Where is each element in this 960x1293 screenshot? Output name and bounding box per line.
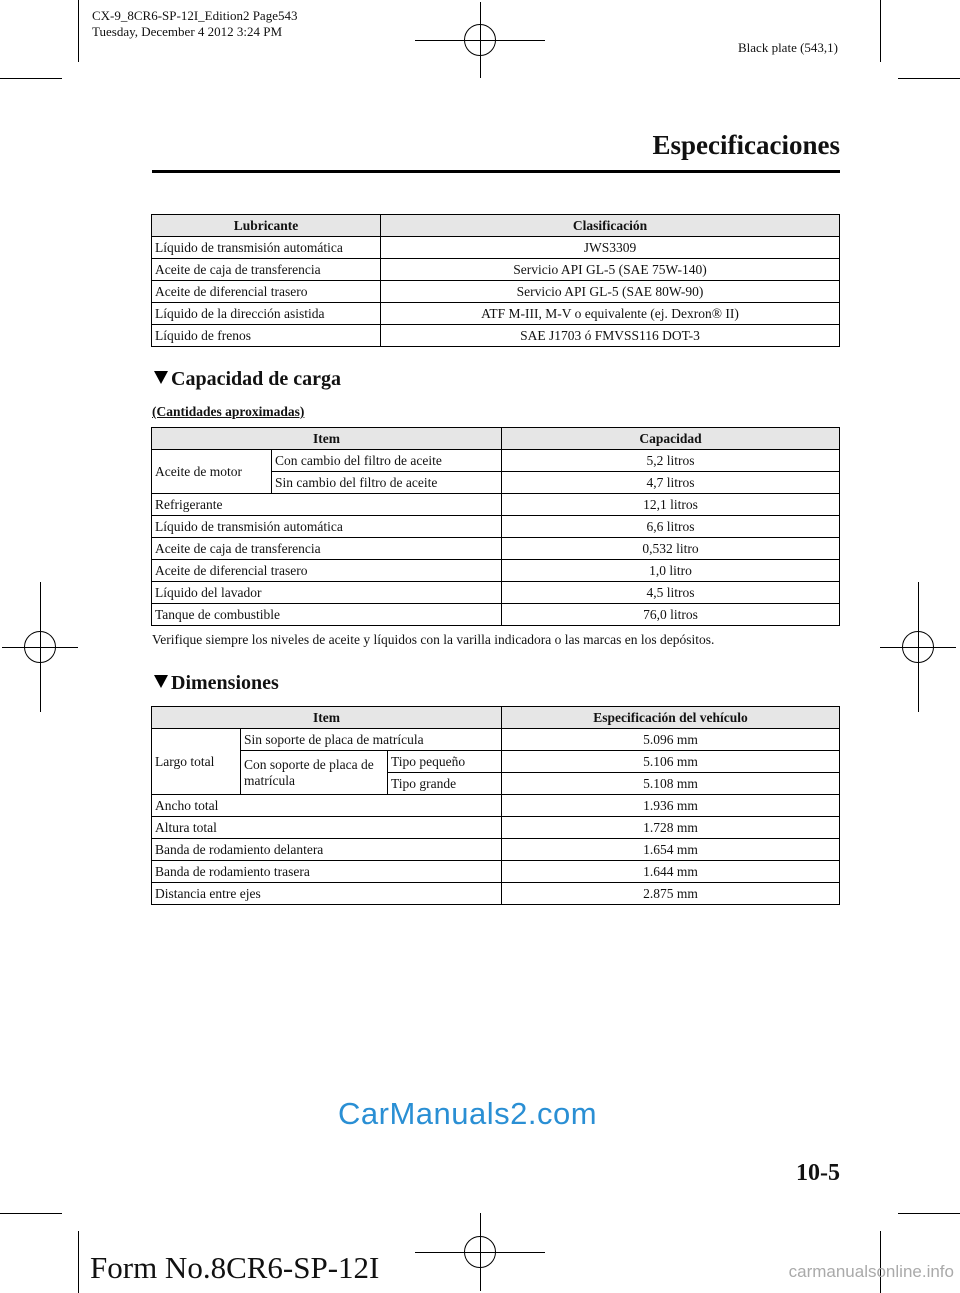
registration-mark xyxy=(24,631,56,663)
table-cell: Altura total xyxy=(152,817,502,839)
table-cell: Distancia entre ejes xyxy=(152,883,502,905)
table-row xyxy=(152,516,840,538)
table-cell: Largo total xyxy=(152,729,241,795)
column-header: Item xyxy=(152,428,502,450)
table-cell: 12,1 litros xyxy=(502,494,840,516)
form-number: Form No.8CR6-SP-12I xyxy=(90,1250,380,1285)
print-slug xyxy=(92,8,297,40)
table-cell: 1,0 litro xyxy=(502,560,840,582)
table-row xyxy=(152,582,840,604)
registration-mark xyxy=(902,631,934,663)
watermark-link[interactable]: CarManuals2.com xyxy=(338,1096,598,1131)
table-cell: Banda de rodamiento trasera xyxy=(152,861,502,883)
table-cell: Servicio API GL-5 (SAE 80W-90) xyxy=(381,281,840,303)
column-header: Lubricante xyxy=(152,215,381,237)
column-header: Capacidad xyxy=(502,428,840,450)
table-cell: 1.728 mm xyxy=(502,817,840,839)
capacity-table xyxy=(151,427,840,626)
page-number: 10-5 xyxy=(796,1160,840,1186)
table-cell: 1.936 mm xyxy=(502,795,840,817)
table-cell: Aceite de diferencial trasero xyxy=(152,560,502,582)
table-cell: Tipo pequeño xyxy=(388,751,502,773)
table-row xyxy=(152,281,840,303)
table-row xyxy=(152,795,840,817)
crop-mark xyxy=(880,0,881,62)
table-cell: 6,6 litros xyxy=(502,516,840,538)
page-title: Especificaciones xyxy=(652,130,840,160)
table-cell: Ancho total xyxy=(152,795,502,817)
table-row xyxy=(152,883,840,905)
triangle-bullet-icon xyxy=(154,371,168,384)
lubricant-table xyxy=(151,214,840,347)
table-cell: 5.096 mm xyxy=(502,729,840,751)
table-row xyxy=(152,303,840,325)
table-cell: Sin cambio del filtro de aceite xyxy=(272,472,502,494)
crop-mark xyxy=(0,78,62,79)
column-header: Clasificación xyxy=(381,215,840,237)
table-cell: Líquido del lavador xyxy=(152,582,502,604)
table-cell: Líquido de transmisión automática xyxy=(152,237,381,259)
table-header-row xyxy=(152,215,840,237)
table-row xyxy=(152,237,840,259)
table-cell: 5,2 litros xyxy=(502,450,840,472)
table-cell: 1.644 mm xyxy=(502,861,840,883)
table-cell: Tanque de combustible xyxy=(152,604,502,626)
crop-mark xyxy=(78,1231,79,1293)
table-row xyxy=(152,817,840,839)
table-cell: Aceite de caja de transferencia xyxy=(152,259,381,281)
table-cell: Tipo grande xyxy=(388,773,502,795)
dimensions-table xyxy=(151,706,840,905)
crop-mark xyxy=(78,0,79,62)
table-row xyxy=(152,861,840,883)
table-row xyxy=(152,560,840,582)
section-heading-text: Dimensiones xyxy=(171,672,279,694)
print-slug-line: Tuesday, December 4 2012 3:24 PM xyxy=(92,24,283,39)
table-header-row xyxy=(152,428,840,450)
print-slug-line: CX-9_8CR6-SP-12I_Edition2 Page543 xyxy=(92,8,298,23)
table-cell: 76,0 litros xyxy=(502,604,840,626)
table-cell: Aceite de caja de transferencia xyxy=(152,538,502,560)
table-cell: Refrigerante xyxy=(152,494,502,516)
crop-mark xyxy=(0,1213,62,1214)
table-cell: Líquido de transmisión automática xyxy=(152,516,502,538)
table-cell: Con soporte de placa de matrícula xyxy=(241,751,388,795)
column-header: Item xyxy=(152,707,502,729)
table-cell: JWS3309 xyxy=(381,237,840,259)
title-rule xyxy=(152,170,840,173)
table-cell: ATF M-III, M-V o equivalente (ej. Dexron® II) xyxy=(381,303,840,325)
approximate-note: (Cantidades aproximadas) xyxy=(152,404,305,419)
table-row xyxy=(152,604,840,626)
table-row xyxy=(152,259,840,281)
registration-mark xyxy=(464,1236,496,1268)
crop-mark xyxy=(898,1213,960,1214)
registration-mark xyxy=(464,24,496,56)
plate-label: Black plate (543,1) xyxy=(738,40,838,55)
triangle-bullet-icon xyxy=(154,675,168,688)
table-cell: Aceite de motor xyxy=(152,450,272,494)
table-cell: Líquido de frenos xyxy=(152,325,381,347)
table-cell: 5.108 mm xyxy=(502,773,840,795)
section-heading-capacity xyxy=(154,368,341,391)
table-cell: Servicio API GL-5 (SAE 75W-140) xyxy=(381,259,840,281)
table-cell: 2.875 mm xyxy=(502,883,840,905)
table-row xyxy=(152,751,840,773)
table-cell: 4,5 litros xyxy=(502,582,840,604)
section-heading-dimensions xyxy=(154,672,279,695)
table-cell: SAE J1703 ó FMVSS116 DOT-3 xyxy=(381,325,840,347)
table-row xyxy=(152,325,840,347)
table-row xyxy=(152,538,840,560)
table-cell: Aceite de diferencial trasero xyxy=(152,281,381,303)
table-row xyxy=(152,450,840,472)
table-cell: 0,532 litro xyxy=(502,538,840,560)
capacity-note: Verifique siempre los niveles de aceite y líquidos con la varilla indicadora o las marcas en los depósitos. xyxy=(152,632,715,647)
crop-mark xyxy=(898,78,960,79)
table-row xyxy=(152,494,840,516)
table-header-row xyxy=(152,707,840,729)
table-row xyxy=(152,729,840,751)
column-header: Especificación del vehículo xyxy=(502,707,840,729)
table-cell: 5.106 mm xyxy=(502,751,840,773)
table-cell: Líquido de la dirección asistida xyxy=(152,303,381,325)
table-cell: 1.654 mm xyxy=(502,839,840,861)
section-heading-text: Capacidad de carga xyxy=(171,368,341,390)
table-cell: 4,7 litros xyxy=(502,472,840,494)
table-cell: Sin soporte de placa de matrícula xyxy=(241,729,502,751)
table-cell: Banda de rodamiento delantera xyxy=(152,839,502,861)
table-cell: Con cambio del filtro de aceite xyxy=(272,450,502,472)
table-row xyxy=(152,839,840,861)
footer-url-link[interactable]: carmanualsonline.info xyxy=(788,1262,954,1281)
